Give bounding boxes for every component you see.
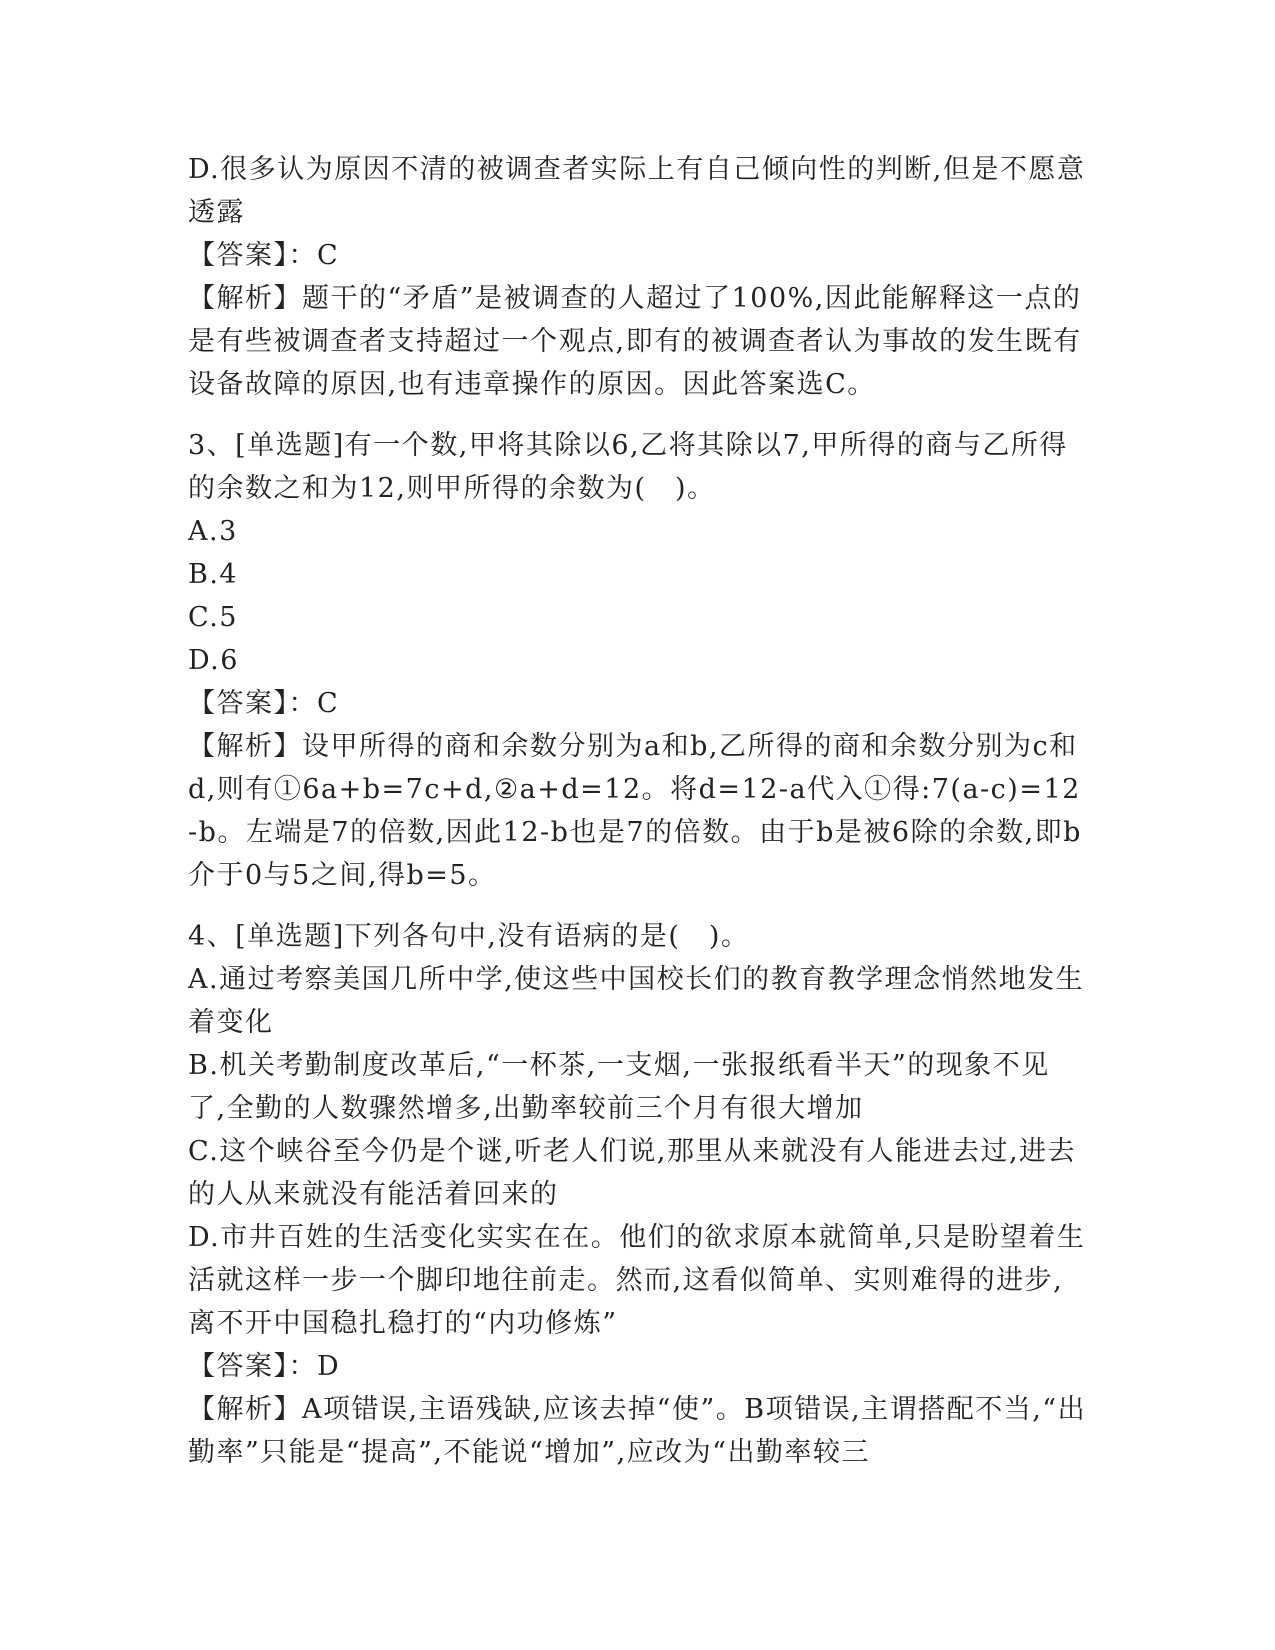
- question-3-option-a: A.3: [188, 516, 238, 547]
- question-3-stem: 3、[单选题]有一个数,甲将其除以6,乙将其除以7,甲所得的商与乙所得的余数之和为12,则甲所得的余数为( )。: [188, 430, 1068, 504]
- question-4-option-b: B.机关考勤制度改革后,“一杯茶,一支烟,一张报纸看半天”的现象不见了,全勤的人数骤然增多,出勤率较前三个月有很大增加: [188, 1050, 1050, 1124]
- question-4-analysis: 【解析】A项错误,主语残缺,应该去掉“使”。B项错误,主谓搭配不当,“出勤率”只能是“提高”,不能说“增加”,应改为“出勤率较三: [188, 1394, 1087, 1468]
- question-3-option-b: B.4: [188, 559, 239, 590]
- question-3-option-c: C.5: [188, 602, 238, 633]
- question-4-option-c: C.这个峡谷至今仍是个谜,听老人们说,那里从来就没有人能进去过,进去的人从来就没有能活着回来的: [188, 1136, 1077, 1210]
- question-4-option-a: A.通过考察美国几所中学,使这些中国校长们的教育教学理念悄然地发生着变化: [188, 964, 1085, 1038]
- question-4-stem: 4、[单选题]下列各句中,没有语病的是( )。: [188, 921, 750, 952]
- question-3-option-d: D.6: [188, 645, 239, 676]
- prev-question-answer: 【答案】：C: [188, 240, 340, 271]
- prev-question-analysis: 【解析】题干的“矛盾”是被调查的人超过了100%,因此能解释这一点的是有些被调查者支持超过一个观点,即有的被调查者认为事故的发生既有设备故障的原因,也有违章操作的原因。因此答案选C。: [188, 283, 1082, 400]
- section-gap: [188, 406, 1088, 424]
- question-3-analysis: 【解析】设甲所得的商和余数分别为a和b,乙所得的商和余数分别为c和d,则有①6a+b=7c+d,②a+d=12。将d=12-a代入①得:7(a-c)=12-b。左端是7的倍数,因此12-b也是7的倍数。由于b是被6除的余数,即b介于0与5之间,得b=5。: [188, 731, 1082, 891]
- document-content: [188, 148, 1088, 1474]
- question-4-answer: 【答案】：D: [188, 1351, 341, 1382]
- question-3-answer: 【答案】：C: [188, 688, 340, 719]
- section-gap: [188, 897, 1088, 915]
- question-4-option-d: D.市井百姓的生活变化实实在在。他们的欲求原本就简单,只是盼望着生活就这样一步一个脚印地往前走。然而,这看似简单、实则难得的进步,离不开中国稳扎稳打的“内功修炼”: [188, 1222, 1086, 1339]
- prev-question-option-d: D.很多认为原因不清的被调查者实际上有自己倾向性的判断,但是不愿意透露: [188, 154, 1086, 228]
